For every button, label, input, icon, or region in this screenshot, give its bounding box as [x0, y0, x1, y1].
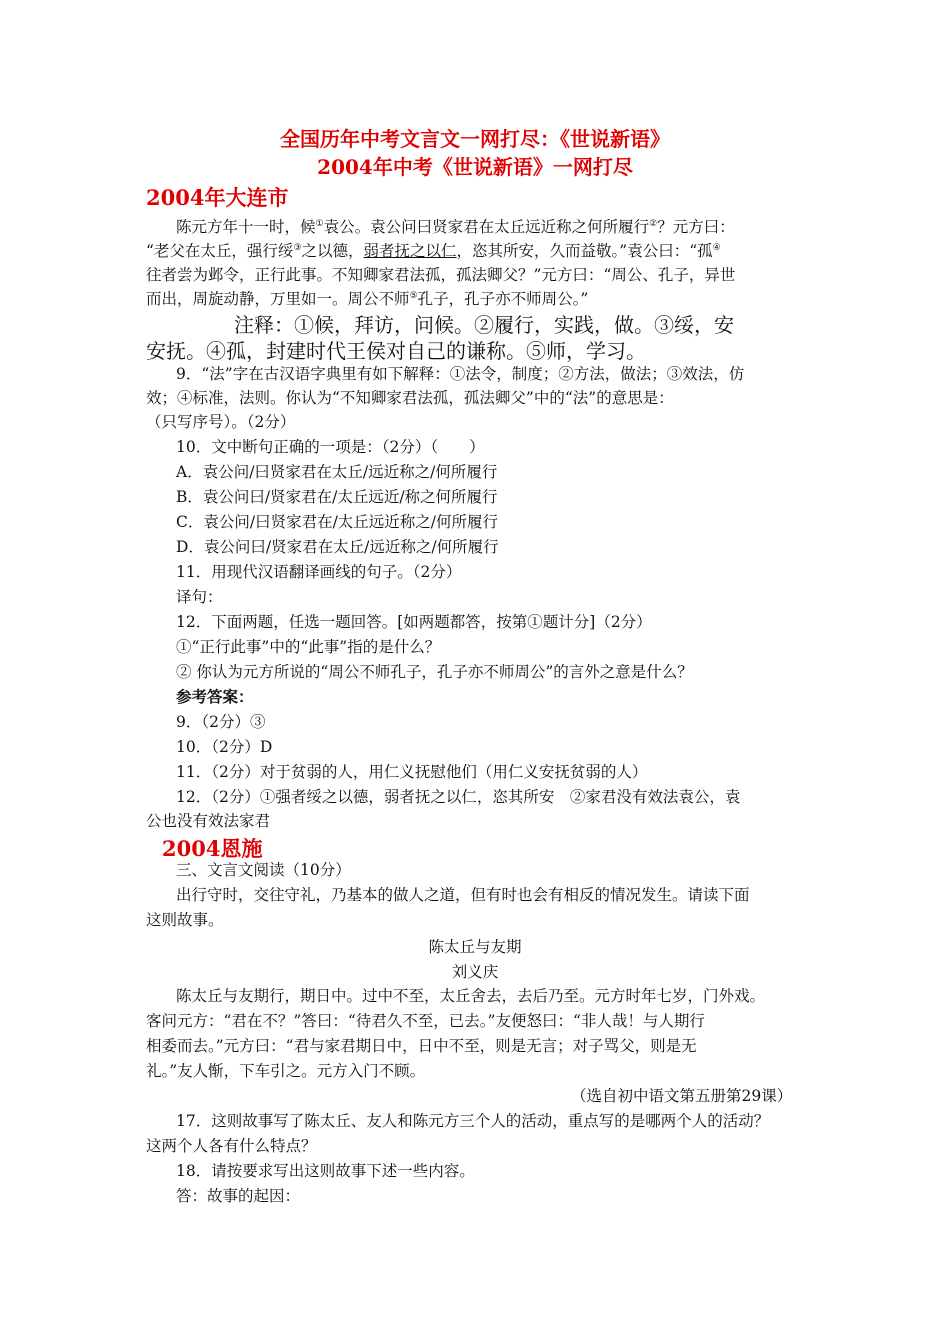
question-12: 12．下面两题，任选一题回答。[如两题都答，按第①题计分]（2分） [176, 613, 652, 631]
story-line-4: 礼。”友人惭，下车引之。元方入门不顾。 [146, 1062, 426, 1080]
question-18-answer-label: 答：故事的起因： [176, 1187, 301, 1205]
story-author: 刘义庆 [451, 963, 499, 981]
passage-line-4 [146, 289, 588, 309]
passage-text: ？元方曰： [657, 218, 735, 236]
question-10: 10．文中断句正确的一项是：（2分）（ ） [176, 438, 485, 456]
answer-12-line-2: 公也没有效法家君 [146, 812, 271, 830]
question-10-option-d: D．袁公问曰/贤家君在太丘/远近称之/何所履行 [176, 538, 499, 556]
question-10-option-c: C．袁公问/曰贤家君在/太丘远近称之/何所履行 [176, 513, 499, 531]
answer-12-line-1: 12．（2分）①强者绥之以德，弱者抚之以仁，恣其所安 ②家君没有效法袁公，袁 [176, 788, 741, 806]
question-17-line-1: 17．这则故事写了陈太丘、友人和陈元方三个人的活动，重点写的是哪两个人的活动？ [176, 1112, 770, 1130]
question-9-line-3: （只写序号）。（2分） [146, 413, 296, 431]
document-title: 全国历年中考文言文一网打尽：《世说新语》 [280, 127, 670, 151]
question-12-item-2: ② 你认为元方所说的“周公不师孔子，孔子亦不师周公”的言外之意是什么？ [176, 663, 693, 681]
question-9-line-2: 效；④标准，法则。你认为“不知卿家君法孤，孤法卿父”中的“法”的意思是： [146, 389, 674, 407]
question-9-line-1: 9．“法”字在古汉语字典里有如下解释：①法令，制度；②方法，做法；③效法，仿 [176, 365, 745, 383]
notes-line-2: 安抚。④孤，封建时代王侯对自己的谦称。⑤师，学习。 [146, 339, 646, 363]
footnote-marker: ③ [293, 242, 302, 253]
answer-10: 10．（2分）D [176, 738, 273, 756]
underlined-sentence: 弱者抚之以仁 [363, 242, 457, 260]
story-source: （选自初中语文第五册第29课） [571, 1087, 793, 1105]
passage-text: 孔子，孔子亦不师周公。” [417, 290, 589, 308]
passage-line-3: 往者尝为邺令，正行此事。不知卿家君法孤，孤法卿父？”元方曰：“周公、孔子，异世 [146, 266, 736, 284]
passage-text: 陈元方年十一时，候 [176, 218, 316, 236]
passage-text: “老父在太丘，强行绥 [146, 242, 294, 260]
intro-line-2: 这则故事。 [146, 911, 224, 929]
intro-line-1: 出行守时，交往守礼，乃基本的做人之道，但有时也会有相反的情况发生。请读下面 [176, 886, 750, 904]
footnote-marker: ② [649, 218, 658, 229]
footnote-marker: ① [315, 218, 324, 229]
answers-heading: 参考答案： [176, 687, 254, 706]
question-12-item-1: ①“正行此事”中的“此事”指的是什么？ [176, 638, 441, 656]
question-18: 18．请按要求写出这则故事下述一些内容。 [176, 1162, 475, 1180]
passage-text: 袁公。袁公问曰贤家君在太丘远近称之何所履行 [323, 218, 650, 236]
story-title: 陈太丘与友期 [428, 938, 522, 956]
passage-line-2 [146, 241, 721, 261]
section-heading-dalian: 2004年大连市 [146, 185, 289, 210]
notes-line-1: 注释：①候，拜访，问候。②履行，实践，做。③绥，安 [234, 313, 734, 337]
story-line-1: 陈太丘与友期行，期日中。过中不至，太丘舍去，去后乃至。元方时年七岁，门外戏。 [176, 987, 766, 1005]
question-11-answer-label: 译句： [176, 588, 223, 606]
question-10-option-a: A．袁公问/曰贤家君在太丘/远近称之/何所履行 [176, 463, 498, 481]
passage-text: 之以德， [301, 242, 364, 260]
question-11: 11．用现代汉语翻译画线的句子。（2分） [176, 563, 462, 581]
story-line-3: 相委而去。”元方曰：“君与家君期日中，日中不至，则是无言；对子骂父，则是无 [146, 1037, 697, 1055]
part-heading: 三、文言文阅读（10分） [176, 861, 351, 879]
footnote-marker: ④ [712, 242, 721, 253]
passage-line-1 [176, 217, 735, 237]
footnote-marker: ⑤ [409, 290, 418, 301]
question-10-option-b: B．袁公问曰/贤家君在/太丘远近/称之何所履行 [176, 488, 498, 506]
answer-11: 11．（2分）对于贫弱的人，用仁义抚慰他们（用仁义安抚贫弱的人） [176, 763, 648, 781]
passage-text: 而出，周旋动静，万里如一。周公不师 [146, 290, 410, 308]
section-heading-enshi: 2004恩施 [162, 836, 263, 861]
story-line-2: 客问元方：“君在不？”答曰：“待君久不至，已去。”友便怒曰：“非人哉！与人期行 [146, 1012, 705, 1030]
answer-9: 9．（2分）③ [176, 713, 266, 731]
document-subtitle: 2004年中考《世说新语》一网打尽 [317, 155, 633, 179]
question-17-line-2: 这两个人各有什么特点？ [146, 1137, 317, 1155]
passage-text: ，恣其所安，久而益敬。”袁公曰：“孤 [456, 242, 713, 260]
